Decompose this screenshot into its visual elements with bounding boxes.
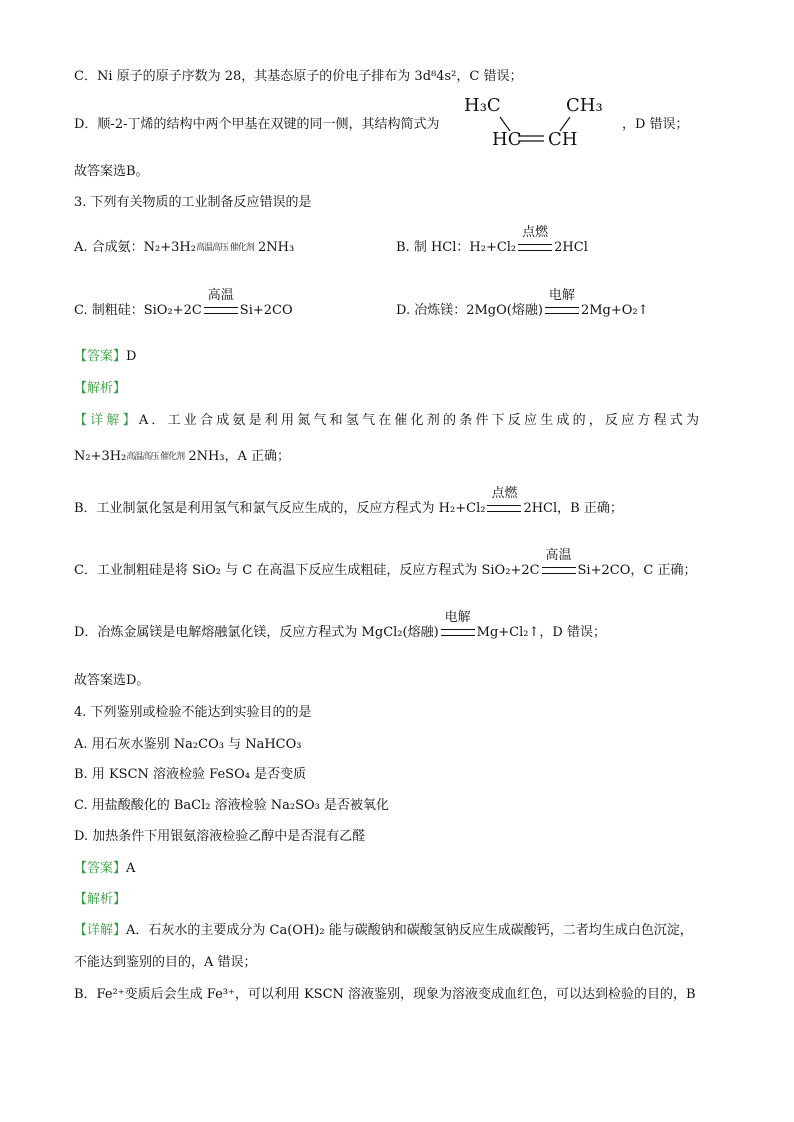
option-a: A. 合成氨：N₂+3H₂高温高压 催化剂 2NH₃ bbox=[74, 240, 295, 255]
detail-line: 【详解】A．工业合成氨是利用氮气和氢气在催化剂的条件下反应生成的，反应方程式为 bbox=[74, 413, 703, 428]
option-c: C. 制粗硅：SiO₂+2C 高温 Si+2CO bbox=[74, 288, 293, 318]
reaction-condition: 点燃 bbox=[518, 239, 552, 257]
detail-line: B．工业制氯化氢是利用氢气和氯气反应生成的，反应方程式为 H₂+Cl₂ 点燃 2HCl，B 正确； bbox=[74, 486, 623, 516]
ch3-label: CH₃ bbox=[566, 95, 603, 116]
ch-label: CH bbox=[548, 129, 578, 150]
garbled-condition: 高温高压 催化剂 bbox=[195, 242, 254, 253]
option-d: D. 加热条件下用银氨溶液检验乙醇中是否混有乙醛 bbox=[74, 829, 366, 844]
text-line: D．顺-2-丁烯的结构中两个甲基在双键的同一侧，其结构简式为 bbox=[74, 117, 440, 132]
text-line: 故答案选B。 bbox=[74, 164, 149, 179]
text-line: 故答案选D。 bbox=[74, 673, 150, 688]
detail-line: 【详解】A．石灰水的主要成分为 Ca(OH)₂ 能与碳酸钠和碳酸氢钠反应生成碳酸钙，二者均生成白色沉淀， bbox=[74, 923, 693, 938]
detail-line: C．工业制粗硅是将 SiO₂ 与 C 在高温下反应生成粗硅，反应方程式为 SiO₂+2C 高温 Si+2CO，C 正确； bbox=[74, 548, 697, 578]
detail-line: 不能达到鉴别的目的，A 错误； bbox=[74, 955, 257, 970]
reaction-condition: 电解 bbox=[441, 624, 475, 642]
text-line: ，D 错误； bbox=[622, 117, 689, 132]
option-d: D. 冶炼镁：2MgO(熔融) 电解 2Mg+O₂↑ bbox=[396, 288, 649, 318]
h3c-label: H₃C bbox=[464, 95, 501, 116]
structural-formula bbox=[462, 95, 612, 155]
analysis-tag: 【解析】 bbox=[74, 892, 127, 907]
hc-label: HC bbox=[492, 129, 522, 150]
reaction-condition: 高温 bbox=[204, 302, 238, 320]
detail-line: N₂+3H₂高温高压 催化剂 2NH₃，A 正确； bbox=[74, 449, 291, 464]
garbled-condition: 高温高压 催化剂 bbox=[126, 451, 185, 462]
text-line: C．Ni 原子的原子序数为 28，其基态原子的价电子排布为 3d⁸4s²，C 错误； bbox=[74, 69, 523, 84]
question-3: 3. 下列有关物质的工业制备反应错误的是 bbox=[74, 195, 312, 210]
option-b: B. 用 KSCN 溶液检验 FeSO₄ 是否变质 bbox=[74, 767, 307, 782]
detail-line: D．冶炼金属镁是电解熔融氯化镁，反应方程式为 MgCl₂(熔融) 电解 Mg+Cl₂↑，D 错误； bbox=[74, 610, 606, 640]
answer-line: 【答案】A bbox=[74, 861, 136, 876]
option-b: B. 制 HCl：H₂+Cl₂ 点燃 2HCl bbox=[396, 225, 588, 255]
reaction-condition: 电解 bbox=[545, 302, 579, 320]
analysis-tag: 【解析】 bbox=[74, 381, 127, 396]
option-a: A. 用石灰水鉴别 Na₂CO₃ 与 NaHCO₃ bbox=[74, 737, 302, 752]
reaction-condition: 点燃 bbox=[487, 500, 521, 518]
answer-line: 【答案】D bbox=[74, 349, 137, 364]
reaction-condition: 高温 bbox=[542, 562, 576, 580]
option-c: C. 用盐酸酸化的 BaCl₂ 溶液检验 Na₂SO₃ 是否被氧化 bbox=[74, 798, 390, 813]
detail-line: B．Fe²⁺变质后会生成 Fe³⁺，可以利用 KSCN 溶液鉴别，现象为溶液变成血红色，可以达到检验的目的，B bbox=[74, 987, 696, 1002]
question-4: 4. 下列鉴别或检验不能达到实验目的的是 bbox=[74, 705, 312, 720]
